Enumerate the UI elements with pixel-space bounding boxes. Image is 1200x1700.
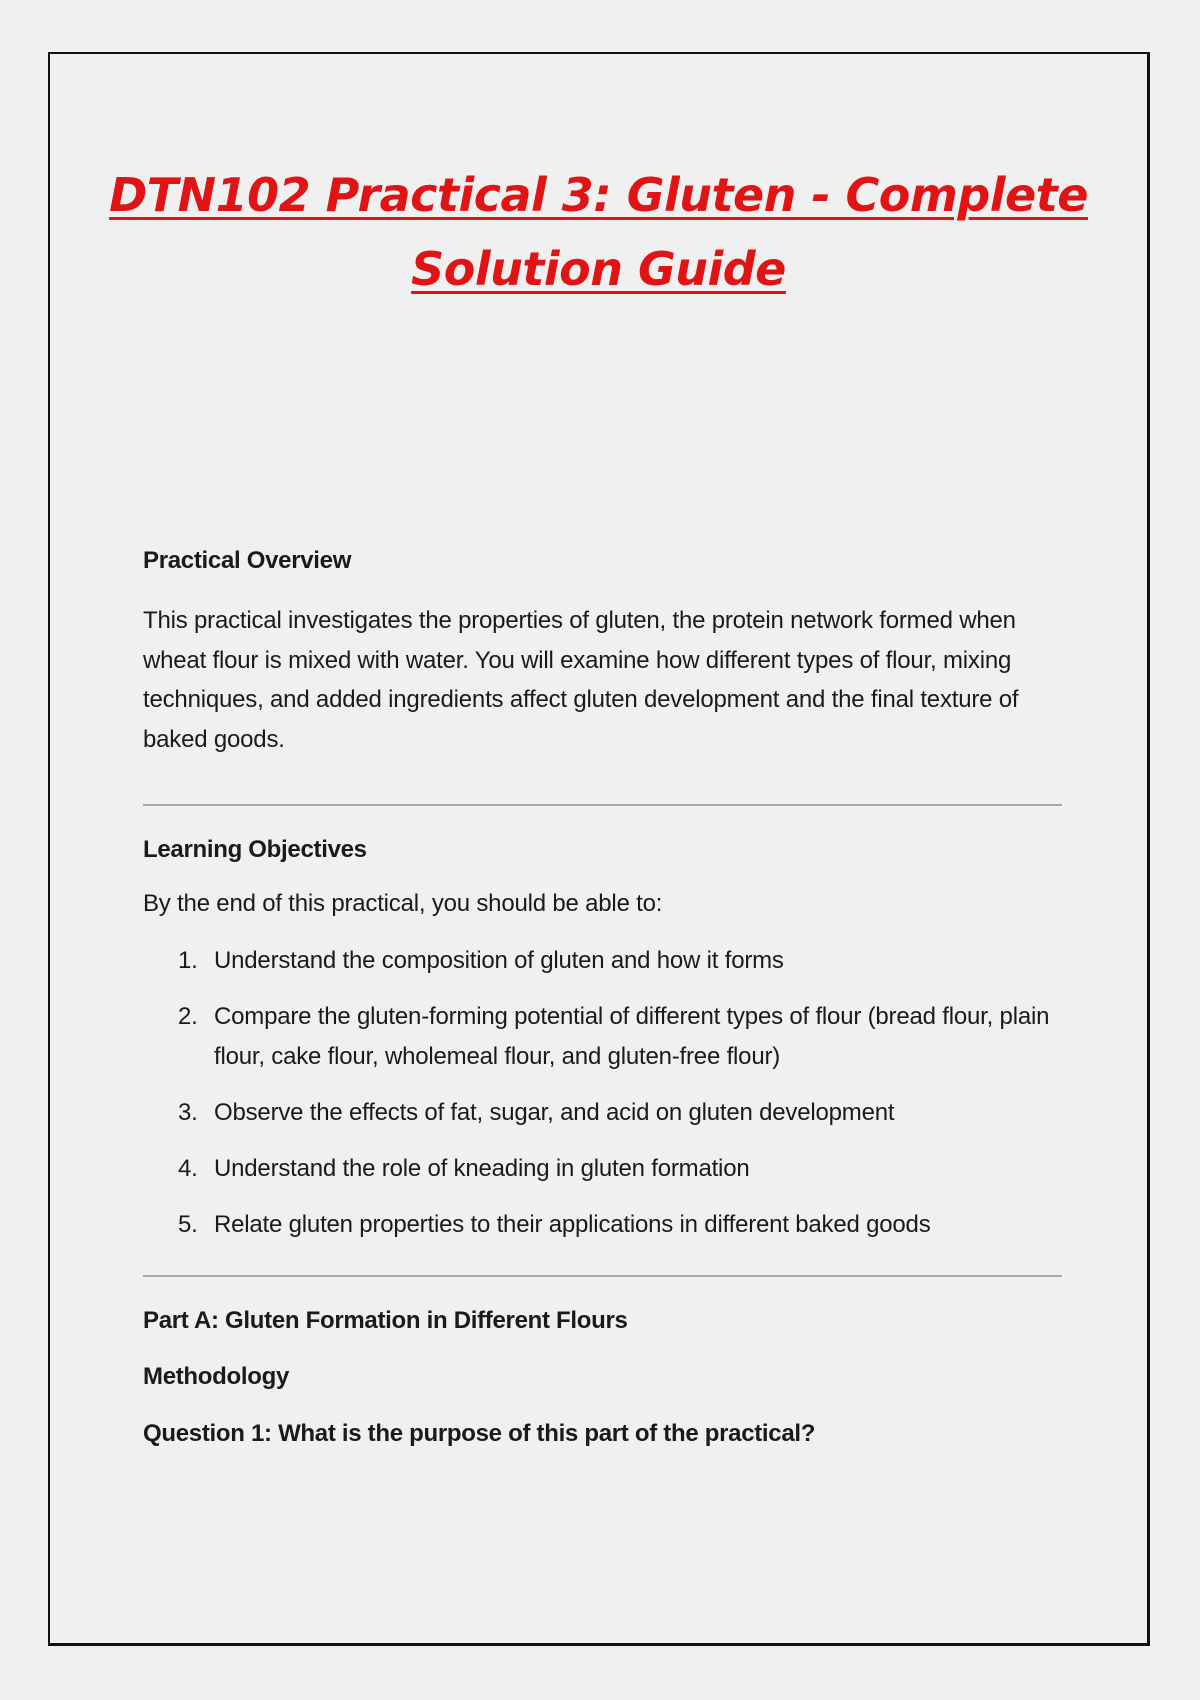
objective-item <box>143 941 1063 981</box>
objective-text: Relate gluten properties to their applications in different baked goods <box>214 1210 931 1238</box>
objective-item <box>143 1205 1063 1245</box>
objective-item <box>143 1149 1063 1189</box>
objectives-list <box>143 941 1063 1245</box>
methodology-heading: Methodology <box>143 1362 290 1390</box>
document-title: DTN102 Practical 3: Gluten - Complete Solution Guide <box>109 168 1088 296</box>
question-1-heading: Question 1: What is the purpose of this part of the practical? <box>143 1419 816 1447</box>
objective-number: 1. <box>178 946 198 974</box>
objective-number: 3. <box>178 1098 198 1126</box>
objective-number: 4. <box>178 1154 198 1182</box>
objective-number: 2. <box>178 1002 198 1030</box>
document-content <box>143 545 1063 1450</box>
objective-text: Observe the effects of fat, sugar, and acid on gluten development <box>214 1098 895 1126</box>
objective-text: Understand the role of kneading in gluten formation <box>214 1154 750 1182</box>
objective-number: 5. <box>178 1210 198 1238</box>
section-divider <box>143 1275 1062 1277</box>
section-divider <box>143 804 1062 806</box>
objective-text: Compare the gluten-forming potential of different types of flour (bread flour, plain flour, cake flour, wholemeal flour, and gluten-free flour) <box>214 1002 1050 1070</box>
learning-objectives-heading: Learning Objectives <box>143 836 367 863</box>
overview-paragraph: This practical investigates the properties of gluten, the protein network formed when wheat flour is mixed with water. You will examine how different types of flour, mixing techniques, and added ingredients affect gluten development and the final texture of baked goods. <box>143 607 1019 753</box>
document-page <box>48 52 1150 1646</box>
objective-item <box>143 997 1063 1077</box>
overview-heading: Practical Overview <box>143 547 352 574</box>
objectives-intro: By the end of this practical, you should be able to: <box>143 890 663 917</box>
objective-text: Understand the composition of gluten and how it forms <box>214 946 784 974</box>
objective-item <box>143 1093 1063 1133</box>
part-a-heading: Part A: Gluten Formation in Different Flours <box>143 1306 628 1334</box>
